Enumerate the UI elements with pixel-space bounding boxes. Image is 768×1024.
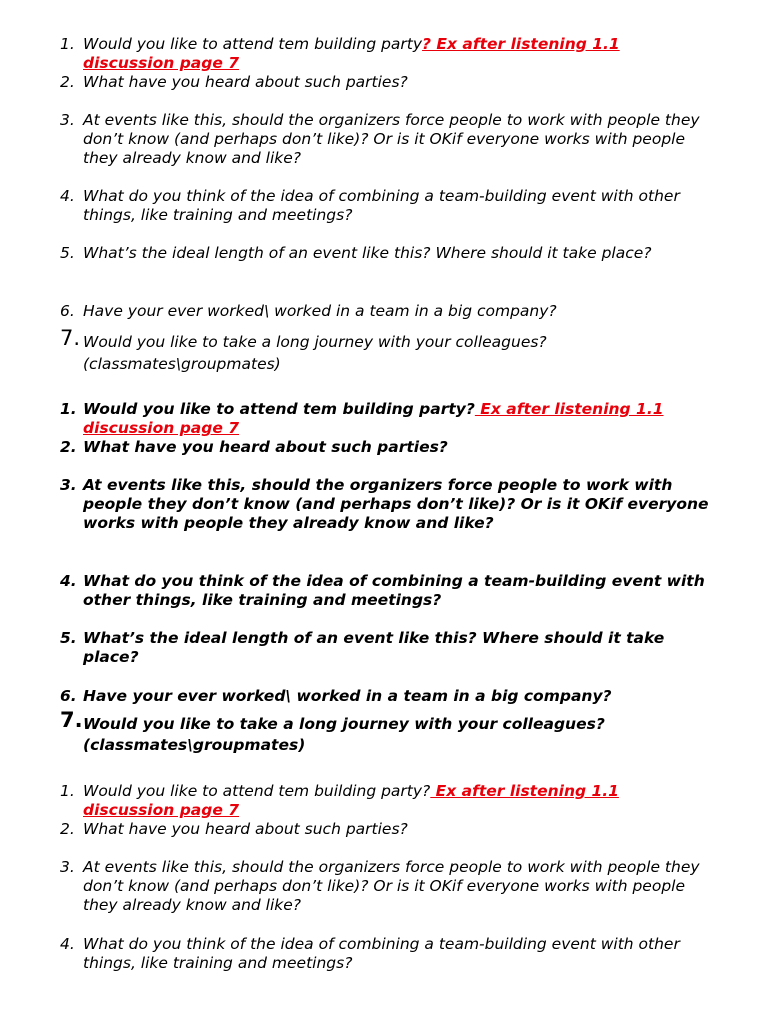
question-text: At events like this, should the organizers force people to work with people they don’t know (and perhaps don’t like)? Or is it OKif everyone works with people they already know and like? (83, 476, 709, 533)
question-text: What’s the ideal length of an event like this? Where should it take place? (83, 244, 652, 262)
question-number: 4. (60, 935, 75, 953)
question-3-3 (60, 858, 710, 916)
question-1-3 (60, 111, 710, 169)
question-2-2 (60, 438, 710, 457)
question-2-4 (60, 572, 710, 610)
question-text: Would you like to attend tem building party (83, 35, 423, 53)
question-number: 1. (60, 35, 75, 53)
exercise-link[interactable]: Ex after listening 1.1 discussion page 7 (83, 400, 664, 438)
question-3-1 (60, 782, 710, 820)
question-text: What have you heard about such parties? (83, 73, 408, 91)
question-text: Would you like to attend tem building party? (83, 782, 431, 800)
question-number: 5. (60, 629, 77, 647)
question-number: 2. (60, 820, 75, 838)
question-1-2 (60, 73, 710, 92)
exercise-link[interactable]: ? Ex after listening 1.1 discussion page 7 (83, 35, 620, 73)
question-text: At events like this, should the organizers force people to work with people they don’t know (and perhaps don’t like)? Or is it OKif everyone works with people they already know and like? (83, 111, 700, 168)
exercise-link[interactable]: Ex after listening 1.1 discussion page 7 (83, 782, 619, 820)
question-text: What do you think of the idea of combining a team-building event with other things, like training and meetings? (83, 572, 705, 610)
question-text: Would you like to attend tem building party? (83, 400, 475, 418)
question-text: Have your ever worked\ worked in a team in a big company? (83, 687, 612, 705)
question-number: 2. (60, 438, 77, 456)
question-number: 2. (60, 73, 75, 91)
question-number: 1. (60, 400, 77, 418)
question-3-4 (60, 935, 710, 973)
question-number: 3. (60, 476, 77, 494)
question-text: Would you like to take a long journey with your colleagues? (classmates\groupmates) (83, 715, 605, 754)
question-number: 3. (60, 858, 75, 876)
question-text: What do you think of the idea of combining a team-building event with other things, like training and meetings? (83, 187, 680, 225)
question-1-4 (60, 187, 710, 225)
question-number: 7. (60, 708, 83, 732)
question-text: At events like this, should the organizers force people to work with people they don’t know (and perhaps don’t like)? Or is it OKif everyone works with people they already know and like? (83, 858, 700, 915)
question-number: 6. (60, 302, 75, 320)
question-number: 7. (60, 326, 81, 350)
question-2-5 (60, 629, 710, 667)
question-1-6 (60, 302, 710, 321)
question-text: What’s the ideal length of an event like this? Where should it take place? (83, 629, 665, 667)
question-number: 6. (60, 687, 77, 705)
question-number: 5. (60, 244, 75, 262)
question-1-7 (60, 326, 710, 375)
question-number: 1. (60, 782, 75, 800)
question-text: What have you heard about such parties? (83, 438, 448, 456)
question-number: 4. (60, 187, 75, 205)
question-1-5 (60, 244, 710, 263)
question-text: What have you heard about such parties? (83, 820, 408, 838)
question-number: 4. (60, 572, 77, 590)
question-2-3 (60, 476, 710, 534)
question-1-1 (60, 35, 710, 73)
question-text: What do you think of the idea of combining a team-building event with other things, like training and meetings? (83, 935, 680, 973)
question-2-6 (60, 687, 710, 706)
question-number: 3. (60, 111, 75, 129)
question-3-2 (60, 820, 710, 839)
question-text: Have your ever worked\ worked in a team in a big company? (83, 302, 557, 320)
question-text: Would you like to take a long journey with your colleagues? (classmates\groupmates) (83, 333, 547, 373)
question-2-7 (60, 708, 710, 756)
question-2-1 (60, 400, 710, 438)
